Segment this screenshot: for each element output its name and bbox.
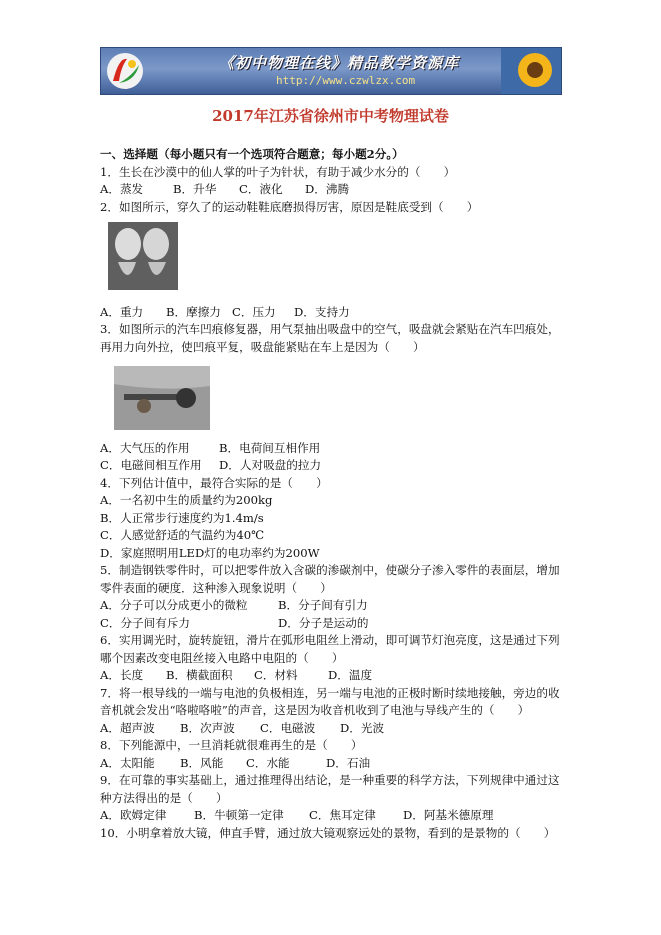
option-a: A．分子可以分成更小的微粒 bbox=[100, 598, 248, 612]
option-d: D．分子是运动的 bbox=[278, 615, 369, 630]
option-c: C．人感觉舒适的气温约为40℃ bbox=[100, 528, 265, 542]
question-10-stem: 10．小明拿着放大镜，伸直手臂，通过放大镜观察远处的景物，看到的是景物的（ ） bbox=[100, 825, 556, 840]
question-3-stem-line2: 再用力向外拉，使凹痕平复，吸盘能紧贴在车上是因为（ ） bbox=[100, 339, 425, 354]
question-4-stem: 4．下列估计值中，最符合实际的是（ ） bbox=[100, 475, 328, 490]
option-b: B．风能 bbox=[180, 755, 224, 770]
dent-repair-image bbox=[114, 366, 210, 430]
option-c: C．液化 bbox=[239, 182, 283, 196]
option-d: D．光波 bbox=[340, 720, 385, 735]
question-5-stem-line1: 5．制造钢铁零件时，可以把零件放入含碳的渗碳剂中，使碳分子渗入零件的表面层，增加 bbox=[100, 563, 560, 577]
option-b: B．次声波 bbox=[180, 720, 235, 735]
option-d: D．沸腾 bbox=[305, 182, 350, 196]
option-b: B．牛顿第一定律 bbox=[194, 808, 284, 822]
question-7-stem-line1: 7．将一根导线的一端与电池的负极相连，另一端与电池的正极时断时续地接触，旁边的收 bbox=[100, 685, 560, 700]
question-2-stem: 2．如图所示，穿久了的运动鞋鞋底磨损得厉害，原因是鞋底受到（ ） bbox=[100, 199, 479, 214]
question-8-stem: 8．下列能源中，一旦消耗就很难再生的是（ ） bbox=[100, 738, 363, 752]
question-9-stem-line2: 种方法得出的是（ ） bbox=[100, 790, 228, 805]
question-6-options bbox=[100, 667, 570, 685]
option-d: D．阿基米德原理 bbox=[403, 808, 494, 822]
question-7-options bbox=[100, 720, 570, 738]
option-c: C．水能 bbox=[246, 755, 290, 770]
option-d: D．石油 bbox=[326, 755, 371, 770]
question-3-stem-line1: 3．如图所示的汽车凹痕修复器，用气泵抽出吸盘中的空气，吸盘就会紧贴在汽车凹痕处， bbox=[100, 322, 560, 336]
option-c: C．压力 bbox=[232, 304, 276, 319]
worn-shoe-soles-image bbox=[108, 222, 178, 290]
page-title: 2017年江苏省徐州市中考物理试卷 bbox=[212, 107, 449, 125]
option-d: D．支持力 bbox=[294, 304, 350, 319]
question-6-stem-line2: 哪个因素改变电阻丝接入电路中电阻的（ ） bbox=[100, 650, 344, 665]
option-a: A．太阳能 bbox=[100, 755, 155, 770]
question-6-stem-line1: 6．实用调光时，旋转旋钮，滑片在弧形电阻丝上滑动，即可调节灯泡亮度，这是通过下列 bbox=[100, 633, 560, 647]
option-b: B．电荷间互相作用 bbox=[219, 440, 321, 455]
option-a: A．一名初中生的质量约为200kg bbox=[100, 493, 273, 507]
question-8-options bbox=[100, 755, 570, 773]
option-a: A．欧姆定律 bbox=[100, 808, 167, 822]
option-d: D．家庭照明用LED灯的电功率约为200W bbox=[100, 545, 320, 560]
option-a: A．超声波 bbox=[100, 720, 155, 735]
option-c: C．电磁波 bbox=[260, 720, 316, 735]
option-c: C．电磁间相互作用 bbox=[100, 458, 202, 472]
site-banner bbox=[100, 47, 562, 95]
banner-title: 《初中物理在线》精品教学资源库 bbox=[219, 54, 460, 72]
option-a: A．长度 bbox=[100, 668, 144, 682]
option-a: A．大气压的作用 bbox=[100, 440, 190, 455]
section-heading: 一、选择题（每小题只有一个选项符合题意；每小题2分。） bbox=[100, 147, 404, 161]
question-1-stem: 1．生长在沙漠中的仙人掌的叶子为针状，有助于减少水分的（ ） bbox=[100, 164, 456, 179]
option-c: C．焦耳定律 bbox=[309, 808, 376, 822]
option-d: D．人对吸盘的拉力 bbox=[219, 458, 322, 472]
sunflower-icon bbox=[501, 48, 561, 94]
exam-content bbox=[100, 146, 570, 842]
option-a: A．重力 bbox=[100, 304, 144, 319]
option-c: C．材料 bbox=[254, 668, 298, 682]
question-9-stem-line1: 9．在可靠的事实基础上，通过推理得出结论，是一种重要的科学方法，下列规律中通过这 bbox=[100, 773, 560, 787]
option-b: B．人正常步行速度约为1.4m/s bbox=[100, 510, 264, 525]
option-a: A．蒸发 bbox=[100, 182, 144, 196]
option-b: B．横截面积 bbox=[166, 668, 233, 682]
option-d: D．温度 bbox=[328, 668, 373, 682]
question-1-options bbox=[100, 181, 570, 199]
question-7-stem-line2: 音机就会发出“咯啦咯啦”的声音，这是因为收音机收到了电池与导线产生的（ ） bbox=[100, 703, 530, 717]
question-2-options bbox=[100, 304, 570, 322]
site-logo-icon bbox=[105, 51, 145, 91]
question-5-options-row1 bbox=[100, 597, 570, 615]
question-5-stem-line2: 零件表面的硬度．这种渗入现象说明（ ） bbox=[100, 580, 332, 595]
option-b: B．分子间有引力 bbox=[278, 598, 368, 612]
option-c: C．分子间有斥力 bbox=[100, 615, 191, 630]
question-3-options-row1 bbox=[100, 440, 570, 458]
question-3-options-row2 bbox=[100, 457, 570, 475]
question-9-options bbox=[100, 807, 570, 825]
banner-url[interactable]: http://www.czwlzx.com bbox=[276, 74, 416, 87]
option-b: B．摩擦力 bbox=[166, 304, 221, 319]
option-b: B．升华 bbox=[173, 182, 217, 196]
question-5-options-row2 bbox=[100, 615, 570, 633]
